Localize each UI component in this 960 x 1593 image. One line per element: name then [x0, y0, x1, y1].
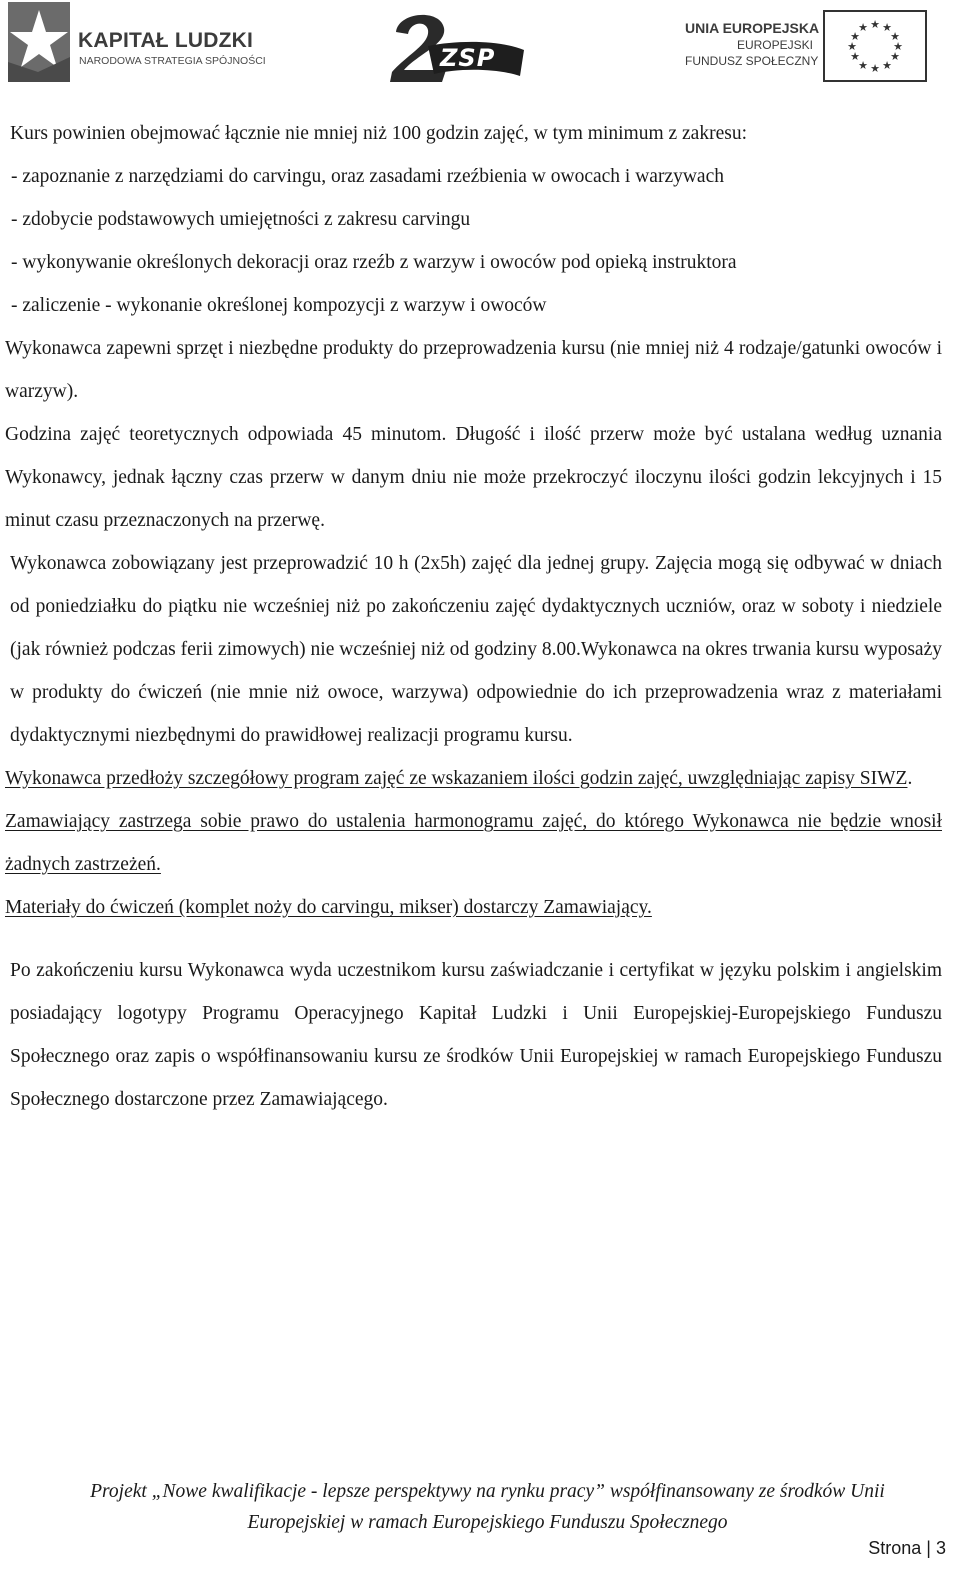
- footer-project-line2: Europejskiej w ramach Europejskiego Funduszu Społecznego: [247, 1512, 728, 1533]
- certificate-paragraph: Po zakończeniu kursu Wykonawca wyda uczestnikom kursu zaświadczanie i certyfikat w języku polskim i angielskim posiadający logotypy Programu Operacyjnego Kapitał Ludzki i Unii Europejskiej-Europejskiego Funduszu Społecznego oraz zapis o współfinansowaniu kursu ze środków Unii Europejskiej w ramach Europejskiego Funduszu Społecznego dostarczone przez Zamawiającego.: [10, 960, 942, 1110]
- zsp-logo: [388, 6, 528, 86]
- harmonogram-paragraph: [5, 800, 942, 886]
- svg-text:★: ★: [893, 40, 903, 53]
- svg-text:★: ★: [870, 18, 880, 31]
- hours-paragraph: Godzina zajęć teoretycznych odpowiada 45 minutom. Długość i ilość przerw może być ustalana według uznania Wykonawcy, jednak łączny czas przerw w danym dniu nie może przekroczyć iloczynu ilości godzin lekcyjnych i 15 minut czasu przeznaczonych na przerwę.: [5, 424, 942, 531]
- list-item: - zaliczenie - wykonanie określonej kompozycji z warzyw i owoców: [11, 295, 547, 316]
- svg-text:★: ★: [882, 21, 892, 34]
- list-item: - wykonywanie określonych dekoracji oraz rzeźb z warzyw i owoców pod opieką instruktora: [11, 252, 737, 273]
- svg-text:★: ★: [870, 62, 880, 75]
- page-header: [0, 0, 960, 95]
- svg-text:★: ★: [850, 50, 860, 63]
- intro-paragraph: Kurs powinien obejmować łącznie nie mniej niż 100 godzin zajęć, w tym minimum z zakresu:: [10, 123, 747, 144]
- svg-text:★: ★: [858, 21, 868, 34]
- svg-text:★: ★: [858, 59, 868, 72]
- eu-logo-line1: UNIA EUROPEJSKA: [685, 20, 820, 36]
- eu-logo-line2: EUROPEJSKI: [736, 38, 813, 52]
- materials-text: Materiały do ćwiczeń (komplet noży do carvingu, mikser) dostarczy Zamawiający.: [5, 897, 652, 918]
- kapital-ludzki-subtitle: NARODOWA STRATEGIA SPÓJNOŚCI: [79, 55, 266, 67]
- page-footer: [0, 1476, 960, 1538]
- equipment-paragraph: Wykonawca zapewni sprzęt i niezbędne produkty do przeprowadzenia kursu (nie mniej niż 4 rodzaje/gatunki owoców i warzyw).: [5, 338, 942, 402]
- zsp-logo-text: ZSP: [440, 44, 496, 72]
- svg-text:★: ★: [847, 40, 857, 53]
- kapital-ludzki-title: KAPITAŁ LUDZKI: [78, 29, 254, 52]
- eu-logo: [685, 10, 943, 82]
- kapital-ludzki-logo: [8, 2, 268, 82]
- list-item: - zapoznanie z narzędziami do carvingu, oraz zasadami rzeźbienia w owocach i warzywach: [11, 166, 724, 187]
- list-item: - zdobycie podstawowych umiejętności z zakresu carvingu: [11, 209, 471, 230]
- eu-flag-icon: [823, 10, 927, 82]
- svg-text:★: ★: [890, 30, 900, 43]
- program-period: .: [907, 768, 913, 789]
- svg-text:★: ★: [882, 59, 892, 72]
- program-paragraph: [5, 757, 942, 800]
- svg-text:★: ★: [890, 50, 900, 63]
- page-number: Strona | 3: [868, 1538, 946, 1558]
- schedule-paragraph: Wykonawca zobowiązany jest przeprowadzić 10 h (2x5h) zajęć dla jednej grupy. Zajęcia mogą się odbywać w dniach od poniedziałku do piątku nie wcześniej niż po zakończeniu zajęć dydaktycznych uczniów, oraz w soboty i niedziele (jak również podczas ferii zimowych) nie wcześniej niż od godziny 8.00.Wykonawca na okres trwania kursu wyposaży w produkty do ćwiczeń (nie mnie niż owoce, warzywa) odpowiednie do ich przeprowadzenia wraz z materiałami dydaktycznymi niezbędnymi do prawidłowej realizacji programu kursu.: [10, 553, 942, 746]
- svg-text:★: ★: [850, 30, 860, 43]
- footer-project-line1: Projekt „Nowe kwalifikacje - lepsze perspektywy na rynku pracy” współfinansowany ze środków Unii: [90, 1481, 885, 1502]
- kapital-ludzki-star-icon: [8, 2, 70, 82]
- harmonogram-text: Zamawiający zastrzega sobie prawo do ustalenia harmonogramu zajęć, do którego Wykonawca nie będzie wnosił żadnych zastrzeżeń.: [5, 811, 942, 875]
- eu-logo-line3: FUNDUSZ SPOŁECZNY: [685, 54, 819, 68]
- scope-list: [5, 155, 942, 327]
- document-body: [5, 112, 942, 1121]
- materials-paragraph: [5, 886, 942, 929]
- program-text: Wykonawca przedłoży szczegółowy program zajęć ze wskazaniem ilości godzin zajęć, uwzględniając zapisy SIWZ: [5, 768, 908, 789]
